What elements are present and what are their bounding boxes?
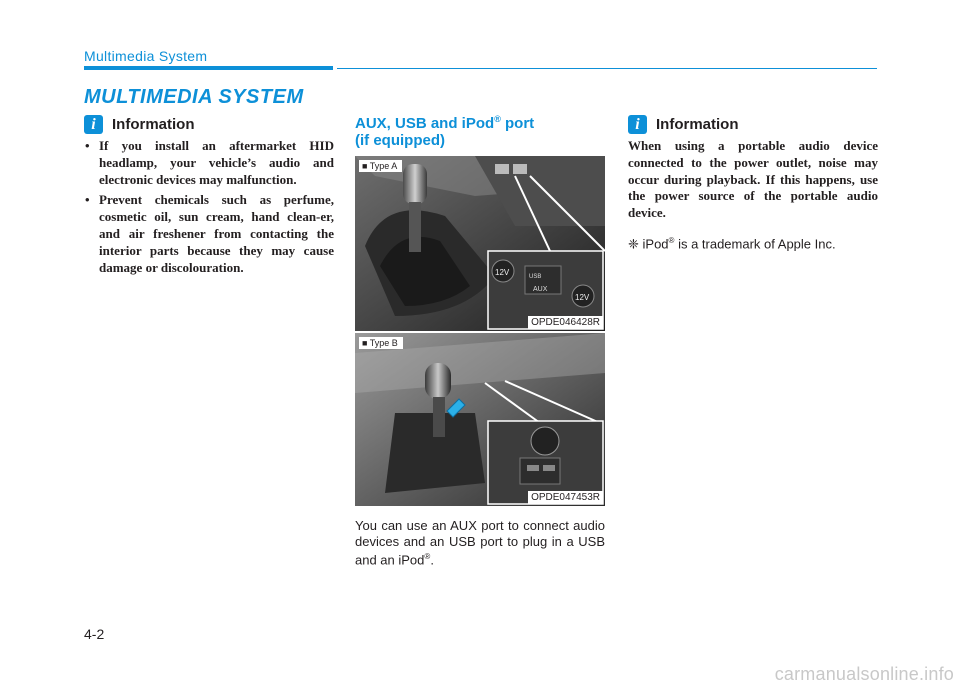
info-heading-right xyxy=(628,115,739,134)
info-heading-left xyxy=(84,115,195,134)
label-12v-left: 12V xyxy=(495,268,510,277)
label-12v-right: 12V xyxy=(575,293,590,302)
label-aux: AUX xyxy=(533,286,548,293)
console-illustration-b xyxy=(355,333,605,506)
page-number: 4-2 xyxy=(84,626,105,642)
heading-reg-mark: ® xyxy=(494,114,501,124)
header-rule-thick xyxy=(84,66,333,70)
info-title-left: Information xyxy=(112,116,195,133)
trademark-symbol: ❈ xyxy=(628,236,639,252)
figure-a-code: OPDE046428R xyxy=(528,316,603,329)
heading-line1: AUX, USB and iPod xyxy=(355,115,495,132)
figure-type-a xyxy=(355,156,605,331)
heading-line2: (if equipped) xyxy=(355,132,445,149)
info-bullet-list xyxy=(84,138,334,280)
trademark-rest: is a trademark of Apple Inc. xyxy=(674,236,836,252)
figure-a-type-label: ■ Type A xyxy=(359,160,402,172)
body-text-end: . xyxy=(430,552,434,568)
figure-type-b xyxy=(355,333,605,506)
info-bullet-chemicals: • Prevent chemicals such as perfume, cosmetic oil, sun cream, hand clean-er, and air freshener from contacting the interior parts because they may cause damage or discolouration. xyxy=(84,192,334,276)
info-bullet-hid: • If you install an aftermarket HID headlamp, your vehicle’s audio and electronic devices may malfunction. xyxy=(84,138,334,188)
section-label: Multimedia System xyxy=(84,48,208,64)
aux-usb-description xyxy=(355,518,605,568)
watermark: carmanualsonline.info xyxy=(774,664,954,684)
body-reg-mark: ® xyxy=(424,552,431,561)
body-text-main: You can use an AUX port to connect audio devices and an USB port to plug in a USB and an iPod xyxy=(355,518,605,568)
console-illustration-a xyxy=(355,156,605,331)
info-icon: i xyxy=(84,115,103,134)
heading-line1-end: port xyxy=(500,115,535,132)
trademark-lead: iPod xyxy=(638,236,669,252)
info-icon: i xyxy=(628,115,647,134)
header-rule-thin xyxy=(337,68,877,69)
info-paragraph-noise: When using a portable audio device connected to the power outlet, noise may occur during playback. If this happens, use the power source of the portable audio device. xyxy=(628,138,878,221)
figure-b-type-label: ■ Type B xyxy=(359,337,403,349)
trademark-note xyxy=(628,236,888,252)
trademark-reg-mark: ® xyxy=(668,236,675,245)
label-usb: USB xyxy=(529,274,542,280)
info-title-right: Information xyxy=(656,116,739,133)
aux-usb-ipod-heading xyxy=(355,111,605,149)
figure-b-code: OPDE047453R xyxy=(528,491,603,504)
page-title: MULTIMEDIA SYSTEM xyxy=(84,86,304,108)
